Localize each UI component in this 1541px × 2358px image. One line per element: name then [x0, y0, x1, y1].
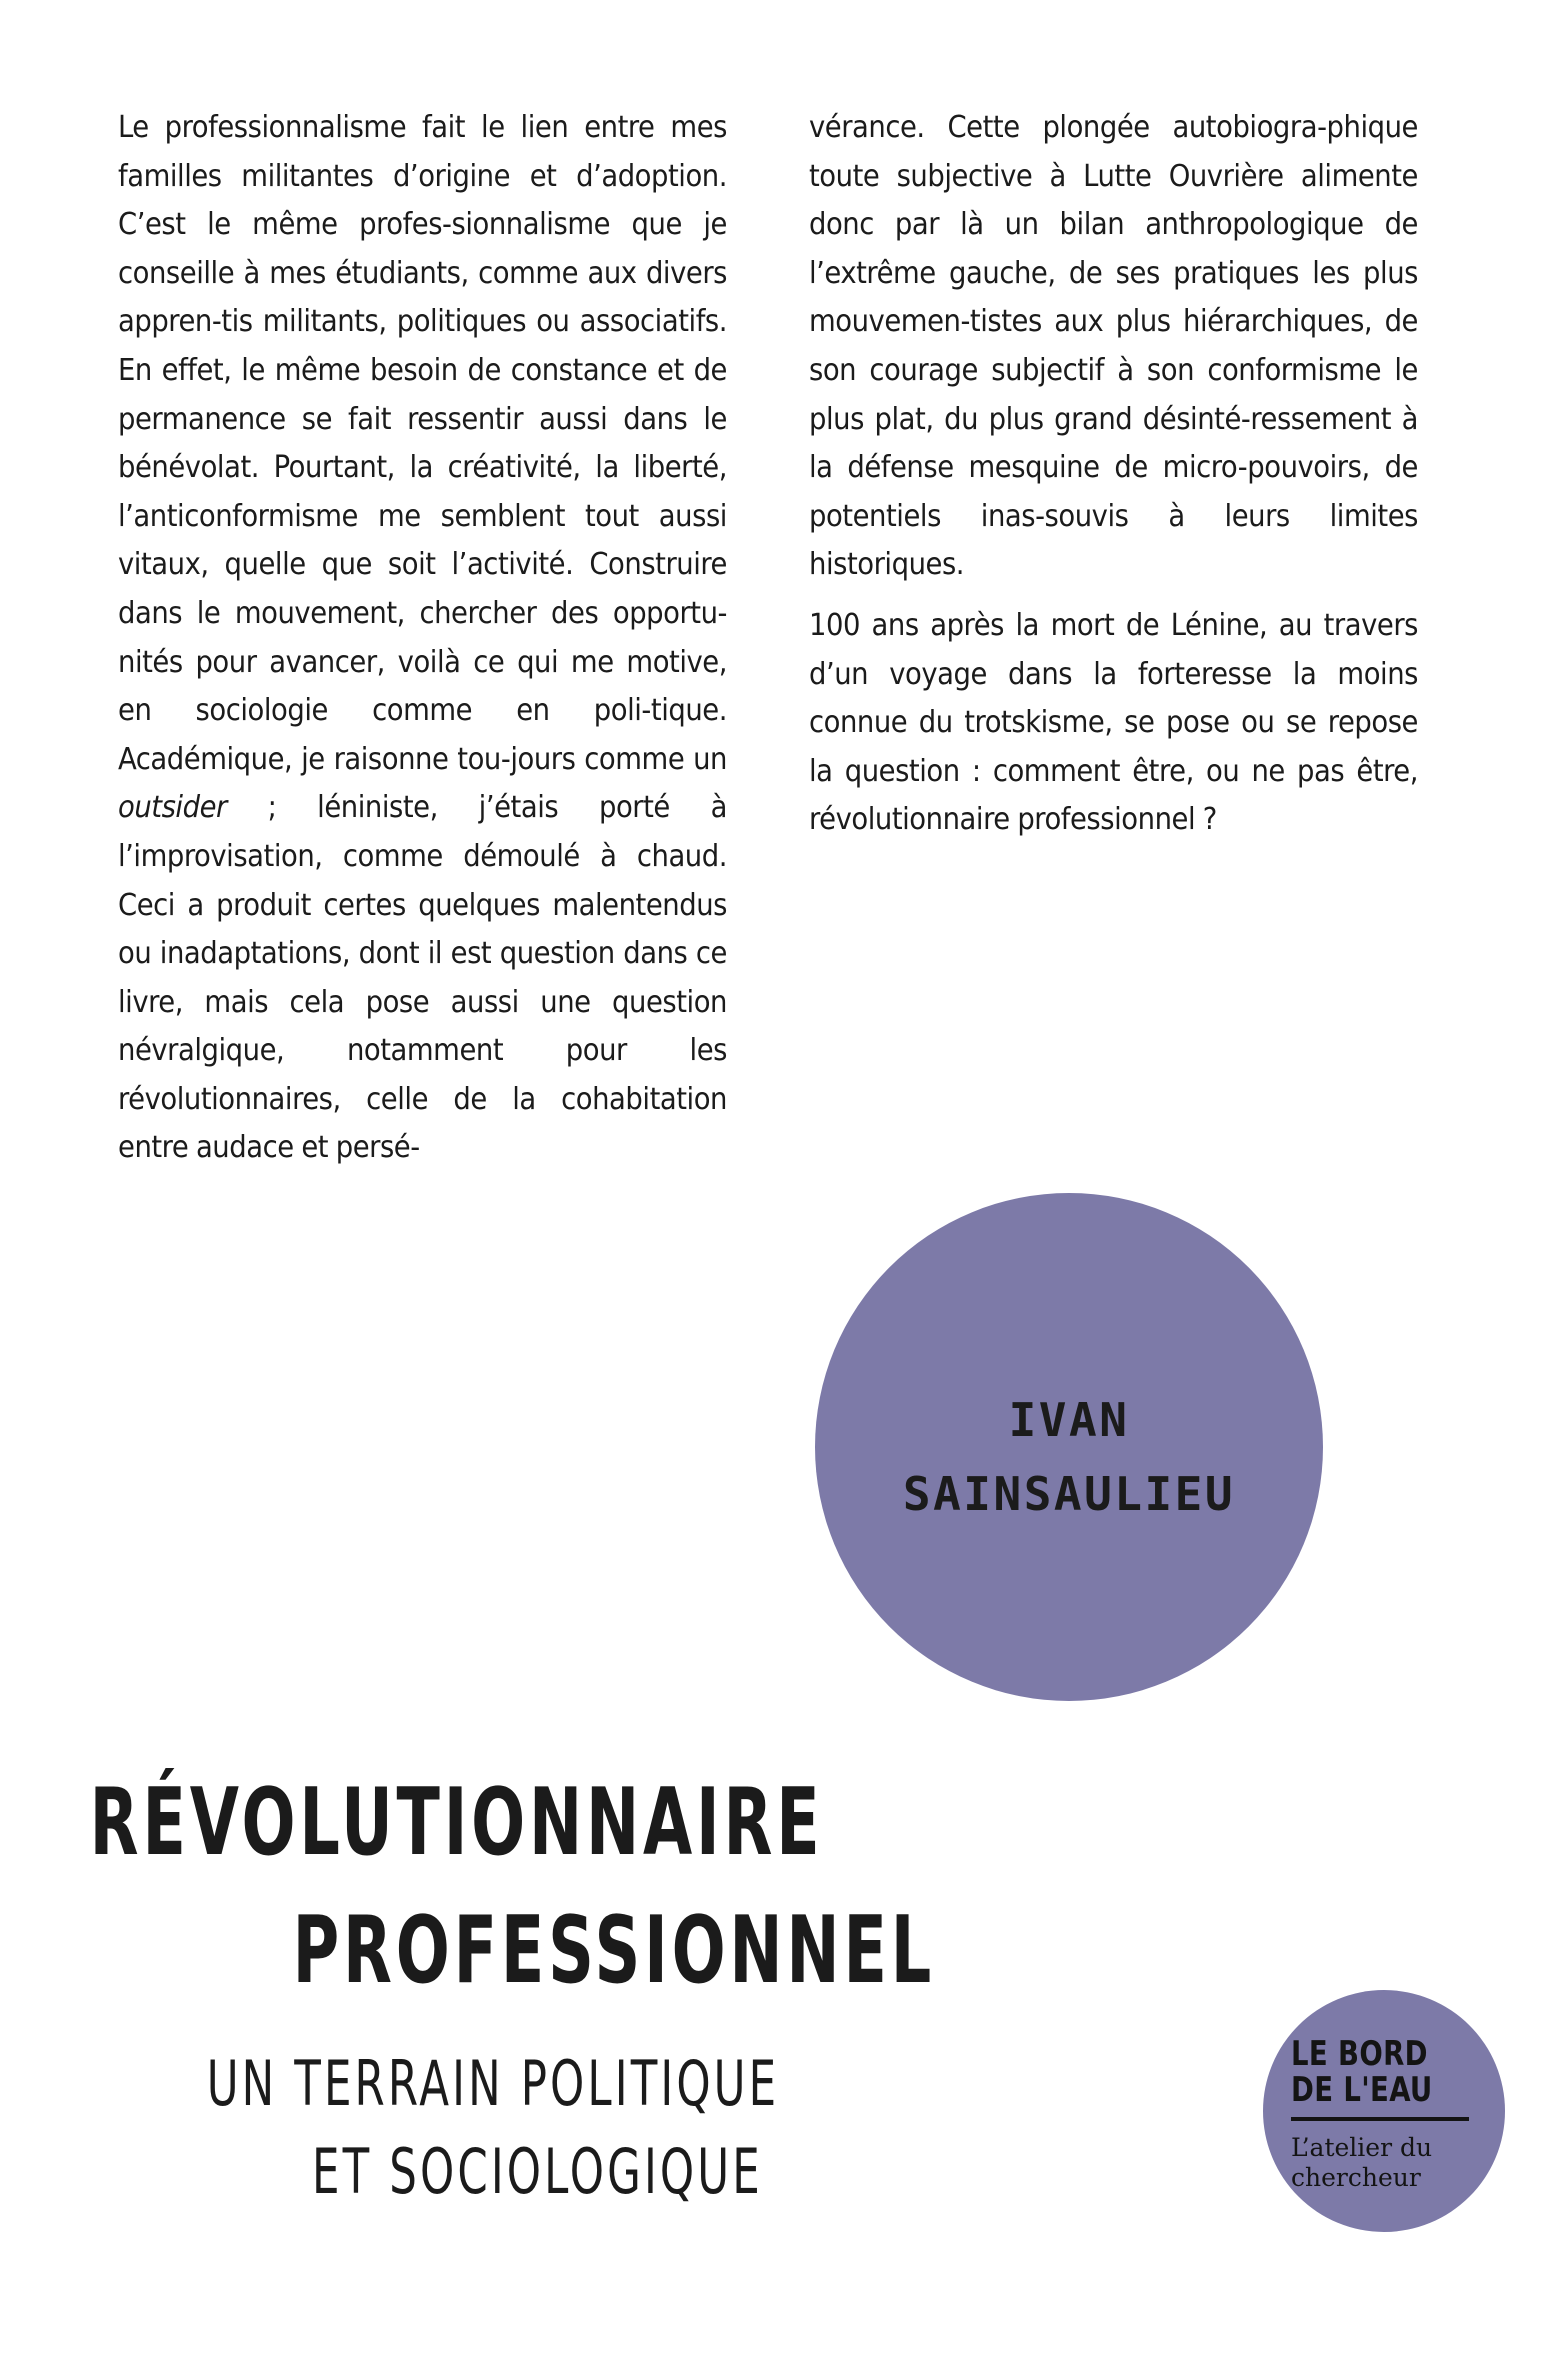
book-title-line-1: RÉVOLUTIONNAIRE	[89, 1768, 824, 1876]
publisher-divider-rule	[1291, 2117, 1469, 2121]
book-title-block	[0, 1770, 1230, 2210]
blurb-left-paragraph	[118, 104, 727, 1173]
author-circle-badge	[815, 1193, 1323, 1701]
author-last-name: SAINSAULIEU	[902, 1467, 1236, 1521]
author-first-name: IVAN	[1008, 1393, 1130, 1447]
blurb-right-column	[809, 104, 1418, 1185]
publisher-imprint-line-2: chercheur	[1291, 2163, 1421, 2192]
publisher-logo-content	[1291, 2036, 1481, 2193]
blurb-right-paragraph-1: vérance. Cette plongée autobiogra-phique toute subjective à Lutte Ouvrière alimente donc par là un bilan anthropologique de l’extrême gauche, de ses pratiques les plus mouvemen-tistes aux plus hiérarchiques, de son courage subjectif à son conformisme le plus plat, du plus grand désinté-ressement à la défense mesquine de micro-pouvoirs, de potentiels inas-souvis à leurs limites historiques.	[809, 110, 1418, 583]
book-subtitle-line-1: UN TERRAIN POLITIQUE	[206, 2047, 780, 2120]
blurb-right-paragraph-2: 100 ans après la mort de Lénine, au travers d’un voyage dans la forteresse la moins connue du trotskisme, se pose ou se repose la question : comment être, ou ne pas être, révolutionnaire professionnel ?	[809, 607, 1418, 838]
back-cover-blurb	[118, 104, 1418, 1185]
book-title-line-2: PROFESSIONNEL	[292, 1896, 936, 2004]
blurb-left-text-head: Le professionnalisme fait le lien entre mes familles militantes d’origine et d’adoption. C’est le même profes-sionnalisme que je conseille à mes étudiants, comme aux divers appren-tis militants, politiques ou associatifs. En effet, le même besoin de constance et de permanence se fait ressentir aussi dans le bénévolat. Pourtant, la créativité, la liberté, l’anticonformisme me semblent tout aussi vitaux, quelle que soit l’activité. Construire dans le mouvement, chercher des opportu-nités pour avancer, voilà ce qui me motive, en sociologie comme en poli-tique. Académique, je raisonne tou-jours comme un	[118, 110, 727, 777]
blurb-italic-outsider: outsider	[118, 790, 227, 826]
publisher-logo-badge	[1263, 1990, 1505, 2232]
publisher-imprint-line-1: L’atelier du	[1291, 2133, 1433, 2162]
publisher-name-line-1: LE BORD	[1291, 2034, 1428, 2074]
book-subtitle-line-2: ET SOCIOLOGIQUE	[312, 2135, 763, 2208]
blurb-left-text-tail: ; léniniste, j’étais porté à l’improvisation, comme démoulé à chaud. Ceci a produit certes quelques malentendus ou inadaptations, dont il est question dans ce livre, mais cela pose aussi une question névralgique, notamment pour les révolutionnaires, celle de la cohabitation entre audace et persé-	[118, 790, 727, 1166]
blurb-left-column	[118, 104, 727, 1185]
publisher-name-line-2: DE L'EAU	[1291, 2070, 1433, 2110]
